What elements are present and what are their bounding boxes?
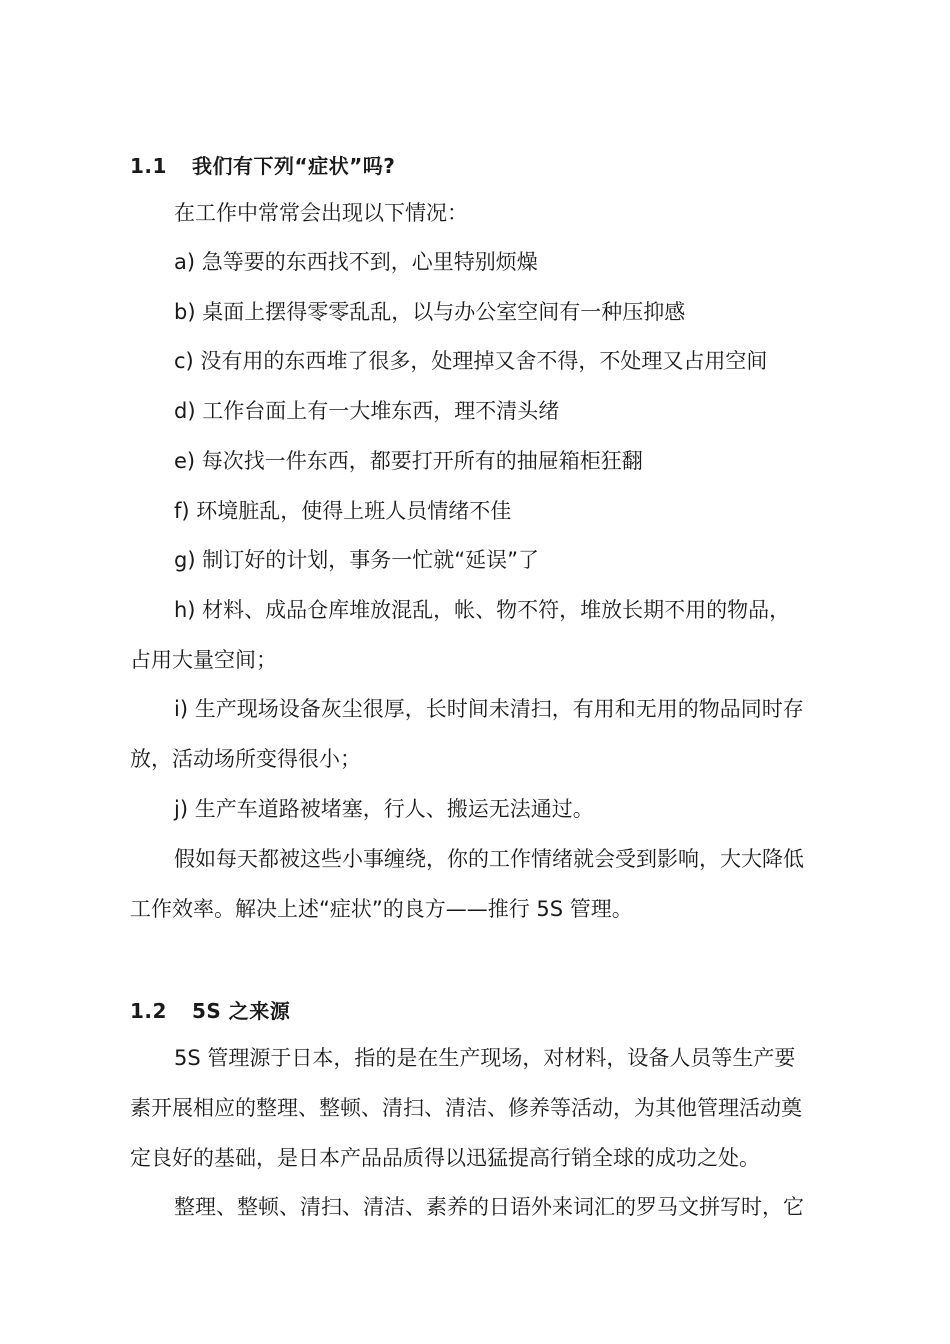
section-heading-1-1 — [130, 150, 395, 179]
list-item-b: b) 桌面上摆得零零乱乱，以与办公室空间有一种压抑感 — [174, 300, 686, 324]
list-item-c: c) 没有用的东西堆了很多，处理掉又舍不得，不处理又占用空间 — [174, 349, 768, 373]
section-title: 我们有下列“症状”吗? — [192, 154, 396, 178]
list-item-f: f) 环境脏乱，使得上班人员情绪不佳 — [174, 499, 512, 523]
romanization-paragraph-line-1: 整理、整顿、清扫、清洁、素养的日语外来词汇的罗马文拼写时，它 — [174, 1195, 804, 1219]
list-item-h-line2: 占用大量空间； — [130, 648, 277, 672]
section-heading-1-2 — [130, 995, 290, 1024]
section-title: 5S 之来源 — [192, 999, 291, 1023]
section-number: 1.1 — [130, 154, 167, 178]
section-number: 1.2 — [130, 999, 167, 1023]
list-item-i-line2: 放，活动场所变得很小； — [130, 747, 361, 771]
list-item-g: g) 制订好的计划，事务一忙就“延误”了 — [174, 548, 539, 572]
list-item-j: j) 生产车道路被堵塞，行人、搬运无法通过。 — [174, 797, 594, 821]
origin-paragraph-line-2: 素开展相应的整理、整顿、清扫、清洁、修养等活动，为其他管理活动奠 — [130, 1096, 802, 1120]
list-item-a: a) 急等要的东西找不到，心里特别烦燥 — [174, 250, 538, 274]
origin-paragraph-line-3: 定良好的基础，是日本产品品质得以迅猛提高行销全球的成功之处。 — [130, 1146, 760, 1170]
intro-paragraph: 在工作中常常会出现以下情况： — [174, 201, 468, 225]
list-item-h-line1: h) 材料、成品仓库堆放混乱，帐、物不符，堆放长期不用的物品， — [174, 598, 791, 622]
list-item-i-line1: i) 生产现场设备灰尘很厚，长时间未清扫，有用和无用的物品同时存 — [174, 697, 804, 721]
origin-paragraph-line-1: 5S 管理源于日本，指的是在生产现场，对材料，设备人员等生产要 — [174, 1046, 796, 1070]
conclusion-line-2: 工作效率。解决上述“症状”的良方——推行 5S 管理。 — [130, 897, 633, 921]
list-item-e: e) 每次找一件东西，都要打开所有的抽屉箱柜狂翻 — [174, 449, 643, 473]
list-item-d: d) 工作台面上有一大堆东西，理不清头绪 — [174, 399, 560, 423]
conclusion-line-1: 假如每天都被这些小事缠绕，你的工作情绪就会受到影响，大大降低 — [174, 847, 804, 871]
